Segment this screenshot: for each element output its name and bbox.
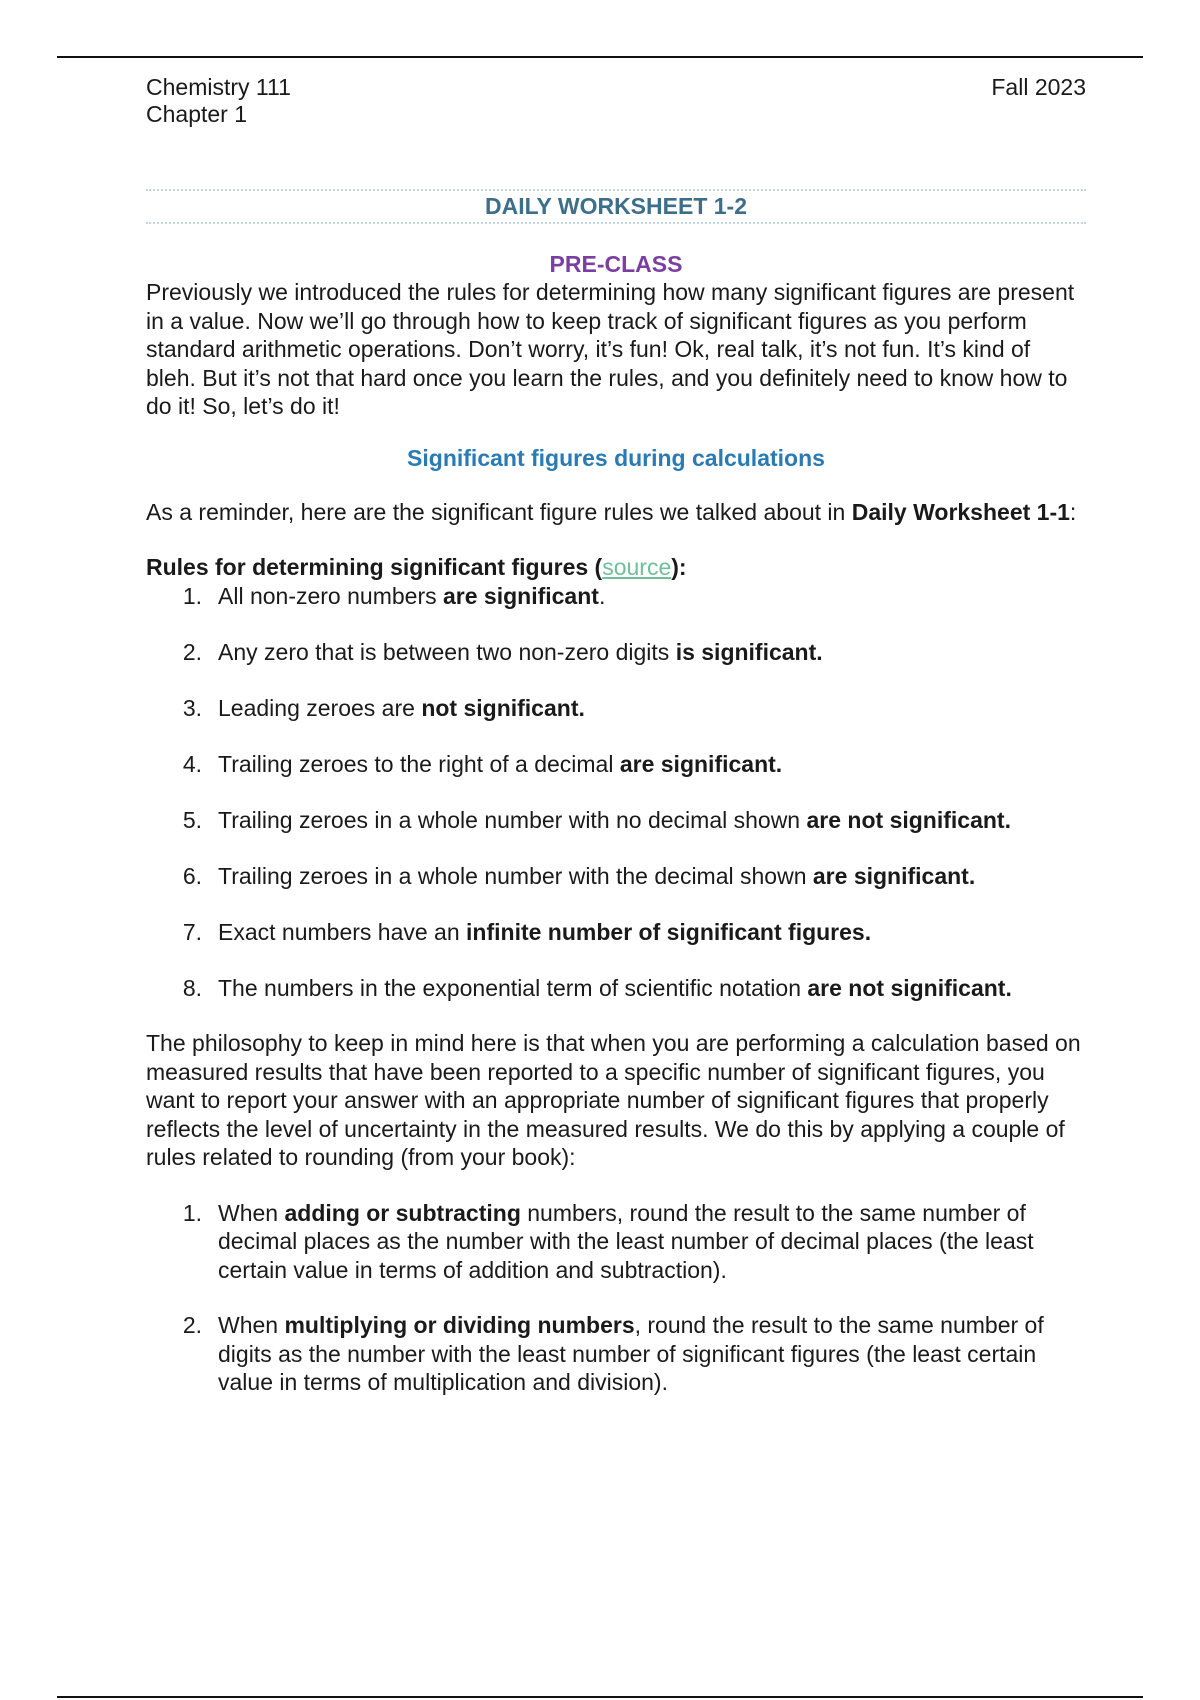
source-link[interactable]: source <box>602 554 672 580</box>
list-item <box>146 694 1086 723</box>
item-bold: are not significant. <box>807 974 1012 1001</box>
list-item <box>146 582 1086 611</box>
reminder-paragraph <box>146 498 1086 527</box>
bottom-rule <box>57 1696 1143 1698</box>
item-plain: When <box>218 1199 285 1226</box>
course-name: Chemistry 111 <box>146 74 291 100</box>
item-number: 6. <box>182 862 202 889</box>
preclass-heading: PRE-CLASS <box>549 251 683 277</box>
item-text <box>218 806 1086 835</box>
item-plain: Trailing zeroes in a whole number with no decimal shown <box>218 806 807 833</box>
item-number: 8. <box>182 974 202 1001</box>
page-header <box>146 74 1086 128</box>
item-bold: are significant. <box>619 750 783 777</box>
item-text <box>218 862 1086 891</box>
item-bold: infinite number of significant figures. <box>466 918 872 945</box>
item-text <box>218 638 1086 667</box>
top-rule <box>57 56 1143 58</box>
item-plain: Exact numbers have an <box>218 918 467 945</box>
list-item <box>146 806 1086 835</box>
header-left <box>146 74 291 128</box>
section-heading: Significant figures during calculations <box>407 444 825 471</box>
item-text <box>218 1199 1086 1285</box>
item-bold: are significant. <box>812 862 976 889</box>
item-bold: multiplying or dividing numbers <box>284 1312 635 1338</box>
item-bold: are not significant. <box>806 806 1011 833</box>
item-text <box>218 582 1086 611</box>
item-number: 7. <box>182 918 202 945</box>
item-plain: All non-zero numbers <box>218 582 443 609</box>
reminder-prefix: As a reminder, here are the significant figure rules we talked about in <box>146 498 852 525</box>
item-number: 1. <box>182 1199 202 1226</box>
list-item <box>146 974 1086 1003</box>
list-item <box>146 1311 1086 1397</box>
list-item <box>146 918 1086 947</box>
item-text <box>218 750 1086 779</box>
worksheet-page <box>146 74 1086 1397</box>
intro-paragraph: Previously we introduced the rules for determining how many significant figures are present in a value. Now we’ll go through how to keep track of significant figures as you perform standard arithmetic operations. Don’t worry, it’s fun! Ok, real talk, it’s not fun. It’s kind of bleh. But it’s not that hard once you learn the rules, and you definitely need to know how to do it! So, let’s do it! <box>146 279 1075 419</box>
item-text <box>218 918 1086 947</box>
rules-heading-prefix: Rules for determining significant figures ( <box>146 554 603 580</box>
chapter-label: Chapter 1 <box>146 101 248 127</box>
item-after: numbers, round the result to the same number of decimal places as the number with the least number of decimal places (the least certain value in terms of addition and subtraction). <box>218 1199 1034 1283</box>
item-bold: is significant. <box>675 638 823 665</box>
item-plain: Trailing zeroes to the right of a decimal <box>218 750 620 777</box>
item-plain: The numbers in the exponential term of scientific notation <box>218 974 808 1001</box>
item-number: 1. <box>182 582 202 609</box>
list-item <box>146 750 1086 779</box>
list-item <box>146 638 1086 667</box>
item-number: 2. <box>182 638 202 665</box>
item-text <box>218 694 1086 723</box>
worksheet-title: DAILY WORKSHEET 1-2 <box>146 189 1086 224</box>
list-item <box>146 862 1086 891</box>
item-number: 5. <box>182 806 202 833</box>
philosophy-paragraph: The philosophy to keep in mind here is that when you are performing a calculation based on measured results that have been reported to a specific number of significant figures, you want to report your answer with an appropriate number of significant figures that properly reflects the level of uncertainty in the measured results. We do this by applying a couple of rules related to rounding (from your book): <box>146 1030 1081 1170</box>
item-bold: not significant. <box>421 694 585 721</box>
item-number: 3. <box>182 694 202 721</box>
item-number: 2. <box>182 1312 202 1338</box>
rules-heading-suffix: ): <box>671 554 687 580</box>
item-text <box>218 974 1086 1003</box>
item-number: 4. <box>182 750 202 777</box>
reminder-reference: Daily Worksheet 1-1 <box>851 498 1070 525</box>
item-bold: are significant <box>443 582 599 609</box>
item-plain: When <box>218 1312 285 1338</box>
reminder-suffix: : <box>1069 498 1077 525</box>
item-text <box>218 1311 1086 1397</box>
rules-heading <box>146 553 1086 582</box>
item-plain: Leading zeroes are <box>218 694 422 721</box>
item-after: , round the result to the same number of digits as the number with the least number of significant figures (the least certain value in terms of multiplication and division). <box>218 1312 1044 1395</box>
list-item <box>146 1199 1086 1285</box>
item-after: . <box>598 582 606 609</box>
item-plain: Trailing zeroes in a whole number with the decimal shown <box>218 862 813 889</box>
calculation-rules-list <box>146 1199 1086 1397</box>
term-label: Fall 2023 <box>991 74 1086 100</box>
item-bold: adding or subtracting <box>284 1199 521 1226</box>
sig-fig-rules-list <box>146 582 1086 1003</box>
item-plain: Any zero that is between two non-zero digits <box>218 638 676 665</box>
